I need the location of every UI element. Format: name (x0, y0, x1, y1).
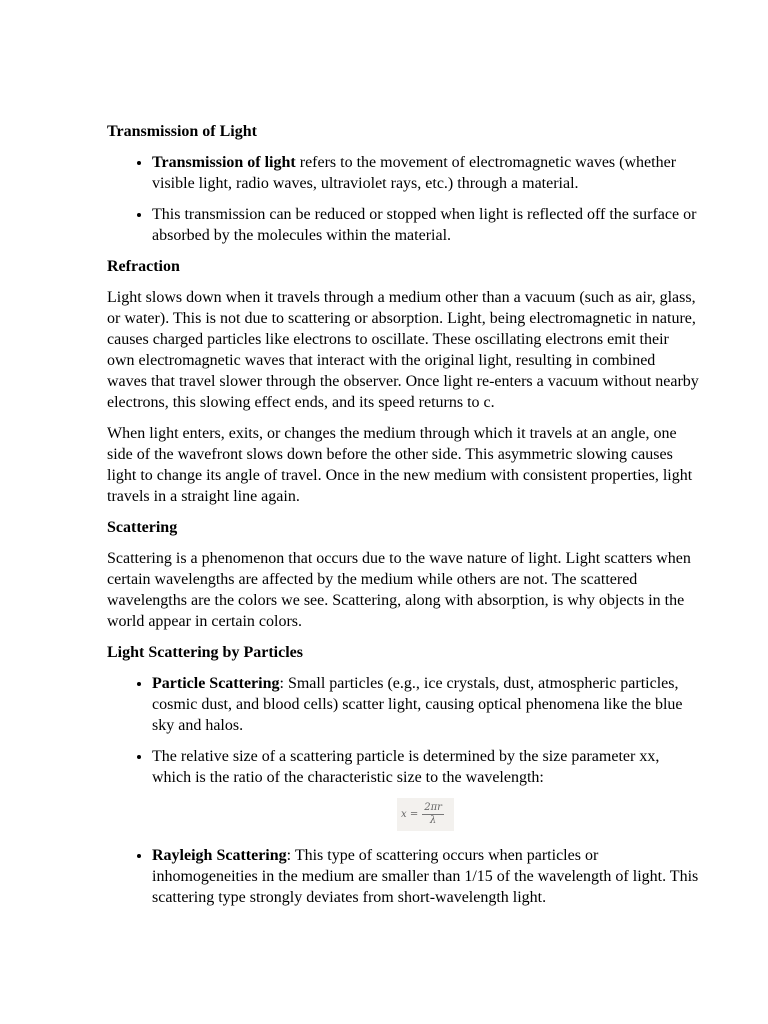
list-item (152, 152, 699, 194)
list-item (152, 746, 699, 831)
formula-lhs: x = (401, 809, 419, 820)
heading-refraction: Refraction (107, 258, 180, 275)
list-item-text: refers to the movement of electromagnetic waves (whether visible light, radio waves, ultraviolet rays, etc.) through a material. (152, 154, 677, 192)
transmission-list (107, 152, 699, 246)
heading-scattering: Scattering (107, 519, 178, 536)
term-particle-scattering: Particle Scattering (152, 675, 280, 692)
paragraph-refraction-1: Light slows down when it travels through a medium other than a vacuum (such as air, glass, or water). This is not due to scattering or absorption. Light, being electromagnetic in nature, causes charged particles like electrons to oscillate. These oscillating electrons emit their own electromagnetic waves that interact with the original light, resulting in combined waves that travel slower through the observer. Once light re-enters a vacuum without nearby electrons, this slowing effect ends, and its speed returns to c. (107, 289, 699, 411)
paragraph-scattering: Scattering is a phenomenon that occurs due to the wave nature of light. Light scatters when certain wavelengths are affected by the medium while others are not. The scattered wavelengths are the colors we see. Scattering, along with absorption, is why objects in the world appear in certain colors. (107, 550, 691, 630)
document-body (107, 121, 699, 918)
heading-light-scattering-by-particles: Light Scattering by Particles (107, 644, 303, 661)
list-item-text: : Small particles (e.g., ice crystals, dust, atmospheric particles, cosmic dust, and blood cells) scatter light, causing optical phenomena like the blue sky and halos. (152, 675, 683, 734)
formula-denominator: λ (429, 815, 437, 826)
paragraph-refraction-2: When light enters, exits, or changes the medium through which it travels at an angle, one side of the wavefront slows down before the other side. This asymmetric slowing causes light to change its angle of travel. Once in the new medium with consistent properties, light travels in a straight line again. (107, 425, 693, 505)
list-item (152, 673, 699, 736)
formula-numerator: 2πr (424, 802, 442, 813)
term-rayleigh-scattering: Rayleigh Scattering (152, 847, 287, 864)
particles-list (107, 673, 699, 908)
heading-transmission-of-light: Transmission of Light (107, 123, 257, 140)
formula-fraction (422, 802, 444, 827)
formula-container (152, 798, 699, 831)
list-item-text: : This type of scattering occurs when particles or inhomogeneities in the medium are smaller than 1/15 of the wavelength of light. This scattering type strongly deviates from short-wavelength light. (152, 847, 699, 906)
list-item-text: This transmission can be reduced or stopped when light is reflected off the surface or absorbed by the molecules within the material. (152, 206, 697, 244)
list-item (152, 845, 699, 908)
term-transmission-of-light: Transmission of light (152, 154, 296, 171)
size-parameter-formula-image (397, 798, 454, 831)
list-item-text: The relative size of a scattering particle is determined by the size parameter xx, which is the ratio of the characteristic size to the wavelength: (152, 748, 660, 786)
list-item (152, 204, 699, 246)
